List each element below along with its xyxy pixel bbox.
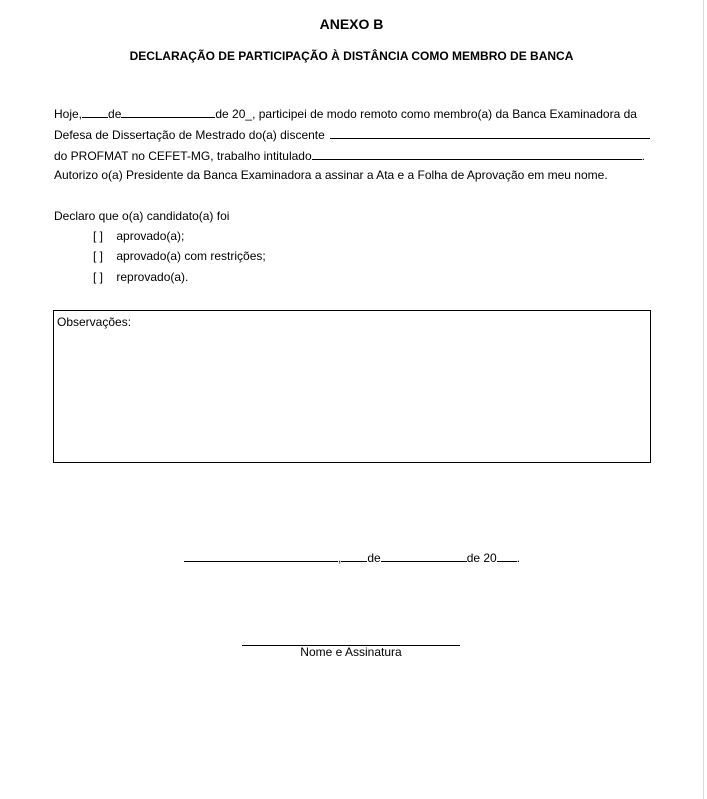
date-month-blank[interactable] bbox=[381, 549, 467, 562]
date-line bbox=[184, 549, 520, 565]
option-label-aprovado-restricoes: aprovado(a) com restrições; bbox=[116, 249, 266, 263]
option-label-aprovado: aprovado(a); bbox=[116, 229, 185, 243]
day-blank[interactable] bbox=[82, 105, 108, 118]
text-defesa: Defesa de Dissertação de Mestrado do(a) discente bbox=[54, 128, 325, 142]
checkbox-aprovado-restricoes[interactable]: [ ] bbox=[93, 249, 104, 263]
date-day-blank[interactable] bbox=[341, 549, 367, 562]
declaration-subtitle: DECLARAÇÃO DE PARTICIPAÇÃO À DISTÂNCIA COMO MEMBRO DE BANCA bbox=[129, 49, 574, 63]
option-aprovado[interactable] bbox=[93, 229, 184, 243]
date-comma: , bbox=[338, 551, 342, 565]
work-title-blank[interactable] bbox=[312, 147, 642, 160]
text-autorizo: Autorizo o(a) Presidente da Banca Examinadora a assinar a Ata e a Folha de Aprovação em meu nome. bbox=[54, 168, 608, 182]
annex-title: ANEXO B bbox=[319, 16, 384, 32]
option-label-reprovado: reprovado(a). bbox=[116, 270, 189, 284]
declaro-text: Declaro que o(a) candidato(a) foi bbox=[54, 209, 230, 223]
city-blank[interactable] bbox=[184, 549, 338, 562]
text-de20: de 20_, participei de modo remoto como membro(a) da Banca Examinadora da bbox=[215, 107, 637, 121]
text-period: . bbox=[641, 149, 645, 163]
paragraph-line-2 bbox=[54, 126, 650, 142]
text-hoje: Hoje, bbox=[54, 107, 83, 121]
date-year-blank[interactable] bbox=[497, 549, 517, 562]
text-de: de bbox=[108, 107, 122, 121]
observacoes-box[interactable] bbox=[53, 310, 651, 463]
paragraph-line-1 bbox=[54, 105, 651, 121]
student-name-blank[interactable] bbox=[330, 126, 650, 139]
observacoes-label: Observações: bbox=[57, 315, 132, 329]
date-end: . bbox=[516, 551, 521, 565]
text-profmat: do PROFMAT no CEFET-MG, trabalho intitulado bbox=[54, 149, 312, 163]
date-de20: de 20 bbox=[466, 551, 497, 565]
month-blank[interactable] bbox=[121, 105, 215, 118]
option-aprovado-restricoes[interactable] bbox=[93, 249, 266, 263]
signature-label: Nome e Assinatura bbox=[300, 645, 402, 659]
date-de: de bbox=[367, 551, 381, 565]
paragraph-line-4 bbox=[54, 168, 608, 182]
option-reprovado[interactable] bbox=[93, 270, 188, 284]
checkbox-aprovado[interactable]: [ ] bbox=[93, 229, 104, 243]
paragraph-line-3 bbox=[54, 147, 645, 163]
checkbox-reprovado[interactable]: [ ] bbox=[93, 270, 104, 284]
